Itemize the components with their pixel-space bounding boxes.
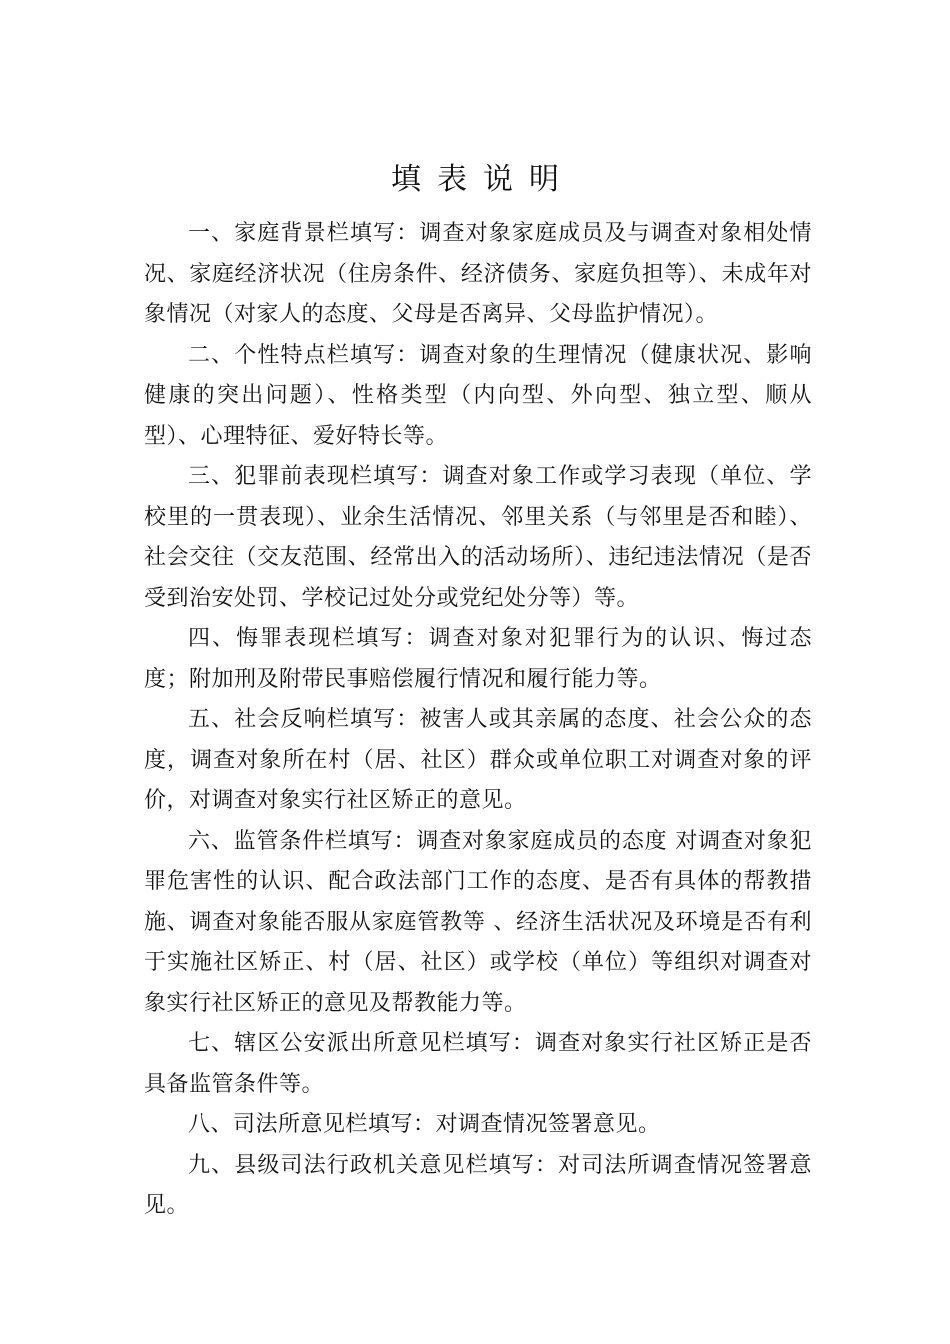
instruction-item-6: 六、监管条件栏填写：调查对象家庭成员的态度 对调查对象犯罪危害性的认识、配合政法部门工作的态度、是否有具体的帮教措施、调查对象能否服从家庭管教等 、经济生活状况及环境是否有利于实施社区矫正、村（居、社区）或学校（单位）等组织对调查对象实行社区矫正的意见及帮教能力等。 [144, 828, 812, 1016]
instruction-item-7: 七、辖区公安派出所意见栏填写：调查对象实行社区矫正是否具备监管条件等。 [144, 1031, 812, 1097]
instruction-item-2: 二、个性特点栏填写：调查对象的生理情况（健康状况、影响健康的突出问题）、性格类型（内向型、外向型、独立型、顺从型）、心理特征、爱好特长等。 [144, 342, 812, 449]
instructions-body [144, 214, 812, 1227]
instruction-item-3: 三、犯罪前表现栏填写：调查对象工作或学习表现（单位、学校里的一贯表现）、业余生活情况、邻里关系（与邻里是否和睦）、社会交往（交友范围、经常出入的活动场所）、违纪违法情况（是否受到治安处罚、学校记过处分或党纪处分等）等。 [144, 464, 812, 611]
instruction-item-1: 一、家庭背景栏填写：调查对象家庭成员及与调查对象相处情况、家庭经济状况（住房条件、经济债务、家庭负担等）、未成年对象情况（对家人的态度、父母是否离异、父母监护情况）。 [144, 221, 812, 327]
instruction-item-9: 九、县级司法行政机关意见栏填写：对司法所调查情况签署意见。 [144, 1152, 812, 1218]
instruction-item-5: 五、社会反响栏填写：被害人或其亲属的态度、社会公众的态度，调查对象所在村（居、社区）群众或单位职工对调查对象的评价，对调查对象实行社区矫正的意见。 [144, 707, 812, 813]
instruction-item-4: 四、悔罪表现栏填写：调查对象对犯罪行为的认识、悔过态度；附加刑及附带民事赔偿履行情况和履行能力等。 [144, 626, 812, 692]
instruction-item-8: 八、司法所意见栏填写：对调查情况签署意见。 [188, 1112, 661, 1137]
page-title: 填表说明 [391, 162, 575, 197]
